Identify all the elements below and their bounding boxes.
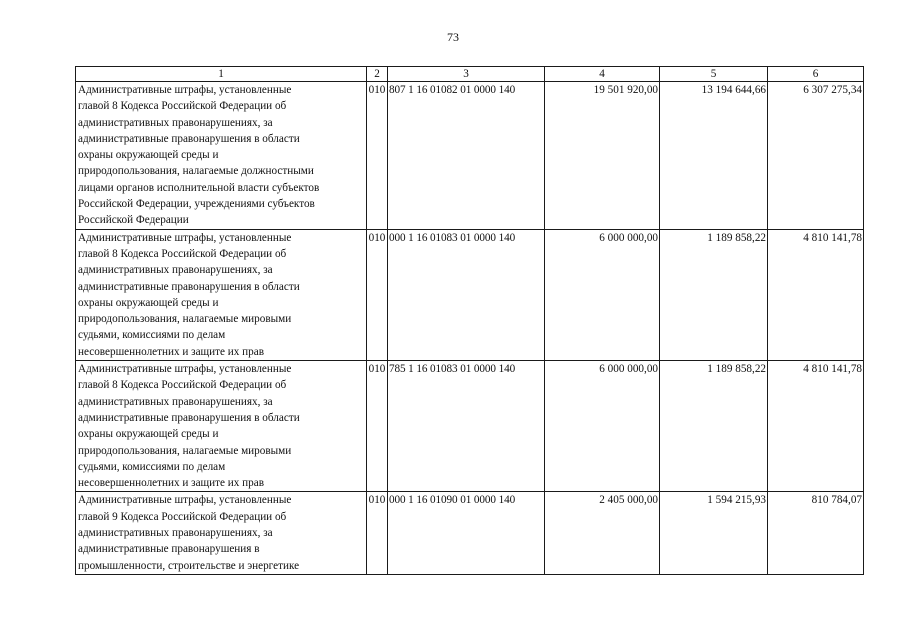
description-line: административные правонарушения в <box>78 543 260 556</box>
description-line: несовершеннолетних и защите их прав <box>78 477 264 490</box>
description-line: несовершеннолетних и защите их прав <box>78 345 264 358</box>
table-row <box>76 229 864 360</box>
row-col5-value: 1 189 858,22 <box>660 229 768 360</box>
row-col6-value: 4 810 141,78 <box>768 229 864 360</box>
description-line: главой 9 Кодекса Российской Федерации об <box>78 510 287 523</box>
description-line: охраны окружающей среды и <box>78 428 219 441</box>
header-col-3: 3 <box>388 67 545 82</box>
row-kbk: 785 1 16 01083 01 0000 140 <box>388 361 545 492</box>
row-code: 010 <box>367 82 388 230</box>
row-description <box>76 229 367 360</box>
description-line: природопользования, налагаемые должностными <box>78 165 314 178</box>
description-line: административных правонарушениях, за <box>78 116 273 129</box>
header-col-4: 4 <box>545 67 660 82</box>
row-col4-value: 2 405 000,00 <box>545 492 660 574</box>
table-header-row <box>76 67 864 82</box>
row-col5-value: 13 194 644,66 <box>660 82 768 230</box>
description-line: Административные штрафы, установленные <box>78 84 292 96</box>
table-row <box>76 492 864 574</box>
description-line: охраны окружающей среды и <box>78 149 219 162</box>
description-line: административные правонарушения в области <box>78 280 300 293</box>
row-kbk: 000 1 16 01090 01 0000 140 <box>388 492 545 574</box>
description-line: природопользования, налагаемые мировыми <box>78 313 292 326</box>
description-line: главой 8 Кодекса Российской Федерации об <box>78 247 287 260</box>
row-code: 010 <box>367 229 388 360</box>
description-line: административных правонарушениях, за <box>78 527 273 540</box>
row-code: 010 <box>367 492 388 574</box>
header-col-1: 1 <box>76 67 367 82</box>
row-col6-value: 810 784,07 <box>768 492 864 574</box>
row-description <box>76 361 367 492</box>
row-kbk: 000 1 16 01083 01 0000 140 <box>388 229 545 360</box>
row-col6-value: 6 307 275,34 <box>768 82 864 230</box>
description-line: главой 8 Кодекса Российской Федерации об <box>78 379 287 392</box>
description-line: административные правонарушения в области <box>78 411 300 424</box>
header-col-5: 5 <box>660 67 768 82</box>
row-kbk: 807 1 16 01082 01 0000 140 <box>388 82 545 230</box>
row-col5-value: 1 189 858,22 <box>660 361 768 492</box>
row-col4-value: 19 501 920,00 <box>545 82 660 230</box>
description-line: Административные штрафы, установленные <box>78 231 292 244</box>
description-line: главой 8 Кодекса Российской Федерации об <box>78 100 287 113</box>
description-line: природопользования, налагаемые мировыми <box>78 444 292 457</box>
row-col4-value: 6 000 000,00 <box>545 361 660 492</box>
row-code: 010 <box>367 361 388 492</box>
header-col-6: 6 <box>768 67 864 82</box>
row-col4-value: 6 000 000,00 <box>545 229 660 360</box>
description-line: лицами органов исполнительной власти субъектов <box>78 181 320 194</box>
description-line: судьями, комиссиями по делам <box>78 329 226 342</box>
page-number: 73 <box>447 30 459 44</box>
description-line: судьями, комиссиями по делам <box>78 460 226 473</box>
description-line: Административные штрафы, установленные <box>78 494 292 507</box>
header-col-2: 2 <box>367 67 388 82</box>
description-line: административных правонарушениях, за <box>78 395 273 408</box>
row-col6-value: 4 810 141,78 <box>768 361 864 492</box>
report-table <box>75 66 864 575</box>
row-description <box>76 492 367 574</box>
description-line: административных правонарушениях, за <box>78 264 273 277</box>
description-line: Российской Федерации, учреждениями субъектов <box>78 198 315 211</box>
description-line: Административные штрафы, установленные <box>78 363 292 376</box>
row-col5-value: 1 594 215,93 <box>660 492 768 574</box>
table-row <box>76 361 864 492</box>
description-line: Российской Федерации <box>78 214 189 227</box>
description-line: промышленности, строительстве и энергетике <box>78 559 300 572</box>
row-description <box>76 82 367 230</box>
description-line: охраны окружающей среды и <box>78 296 219 309</box>
description-line: административные правонарушения в области <box>78 132 300 145</box>
table-row <box>76 82 864 230</box>
